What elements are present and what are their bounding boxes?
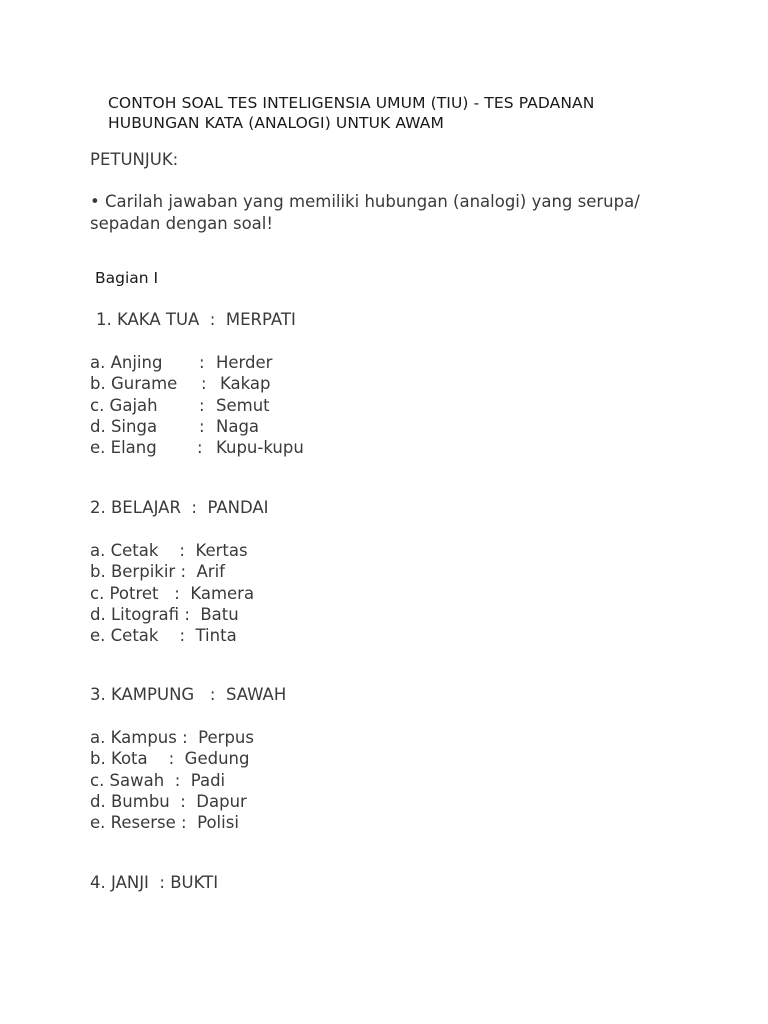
option-separator: : bbox=[181, 813, 187, 833]
option-row bbox=[90, 583, 254, 604]
option-row bbox=[90, 748, 254, 769]
option-separator: : bbox=[180, 562, 187, 582]
instruction-line-2: sepadan dengan soal! bbox=[90, 214, 273, 233]
question-2-prompt: 2. BELAJAR : PANDAI bbox=[90, 498, 269, 517]
title-line-2: HUBUNGAN KATA (ANALOGI) UNTUK AWAM bbox=[108, 114, 444, 132]
option-left: d. Litografi bbox=[90, 604, 185, 624]
option-right: Padi bbox=[180, 770, 226, 790]
question-3-prompt: 3. KAMPUNG : SAWAH bbox=[90, 685, 287, 704]
option-row bbox=[90, 791, 254, 812]
option-row bbox=[90, 437, 304, 458]
option-right: Dapur bbox=[185, 791, 247, 811]
option-separator: : bbox=[168, 749, 175, 769]
option-right: Kertas bbox=[184, 541, 248, 560]
option-left: d. Singa bbox=[90, 416, 158, 436]
section-title: Bagian I bbox=[95, 269, 159, 287]
instructions-text bbox=[90, 191, 690, 235]
option-left: e. Elang bbox=[90, 438, 157, 458]
option-separator: : bbox=[199, 395, 205, 415]
option-left: a. Cetak bbox=[90, 541, 180, 560]
option-right: Semut bbox=[216, 395, 270, 415]
question-4-prompt: 4. JANJI : BUKTI bbox=[90, 873, 219, 892]
option-right: Kakap bbox=[220, 374, 271, 394]
option-row bbox=[90, 395, 304, 416]
page-title bbox=[108, 93, 708, 133]
option-right: Herder bbox=[216, 353, 273, 372]
option-separator: : bbox=[174, 583, 180, 603]
option-row bbox=[90, 604, 254, 625]
question-1-options bbox=[90, 352, 304, 458]
option-separator: : bbox=[184, 604, 190, 624]
option-row bbox=[90, 625, 254, 646]
option-row bbox=[90, 727, 254, 748]
option-separator: : bbox=[182, 728, 188, 747]
option-row bbox=[90, 561, 254, 582]
option-right: Naga bbox=[216, 416, 260, 436]
instructions-heading: PETUNJUK: bbox=[90, 150, 179, 169]
option-left: d. Bumbu bbox=[90, 791, 181, 811]
option-separator: : bbox=[179, 626, 185, 646]
option-separator: : bbox=[179, 541, 185, 560]
question-3-options bbox=[90, 727, 254, 833]
option-left: c. Potret bbox=[90, 583, 175, 603]
option-left: b. Berpikir bbox=[90, 562, 181, 582]
option-right: Kupu-kupu bbox=[216, 438, 304, 458]
option-right: Kamera bbox=[179, 583, 255, 603]
option-row bbox=[90, 540, 254, 561]
option-right: Gedung bbox=[174, 749, 250, 769]
option-separator: : bbox=[201, 374, 207, 394]
option-separator: : bbox=[197, 438, 203, 458]
option-left: b. Kota bbox=[90, 749, 169, 769]
option-separator: : bbox=[180, 791, 186, 811]
option-separator: : bbox=[174, 770, 181, 790]
option-left: a. Anjing bbox=[90, 353, 163, 372]
title-line-1: CONTOH SOAL TES INTELIGENSIA UMUM (TIU) - TES PADANAN bbox=[108, 94, 595, 112]
instruction-line-1: • Carilah jawaban yang memiliki hubungan (analogi) yang serupa/ bbox=[90, 192, 640, 211]
option-left: e. Reserse bbox=[90, 813, 182, 833]
question-2-options bbox=[90, 540, 254, 646]
option-right: Batu bbox=[189, 604, 239, 624]
option-left: c. Sawah bbox=[90, 770, 175, 790]
option-right: Perpus bbox=[187, 728, 254, 747]
option-row bbox=[90, 416, 304, 437]
option-row bbox=[90, 373, 304, 394]
option-left: b. Gurame bbox=[90, 374, 178, 394]
option-right: Arif bbox=[186, 562, 225, 582]
option-left: a. Kampus bbox=[90, 728, 183, 747]
option-row bbox=[90, 812, 254, 833]
option-right: Tinta bbox=[185, 626, 237, 646]
option-separator: : bbox=[199, 416, 205, 436]
option-separator: : bbox=[199, 353, 205, 372]
question-1-prompt: 1. KAKA TUA : MERPATI bbox=[96, 310, 296, 329]
option-left: c. Gajah bbox=[90, 395, 158, 415]
option-right: Polisi bbox=[186, 813, 239, 833]
option-row bbox=[90, 770, 254, 791]
option-row bbox=[90, 352, 304, 373]
option-left: e. Cetak bbox=[90, 626, 180, 646]
